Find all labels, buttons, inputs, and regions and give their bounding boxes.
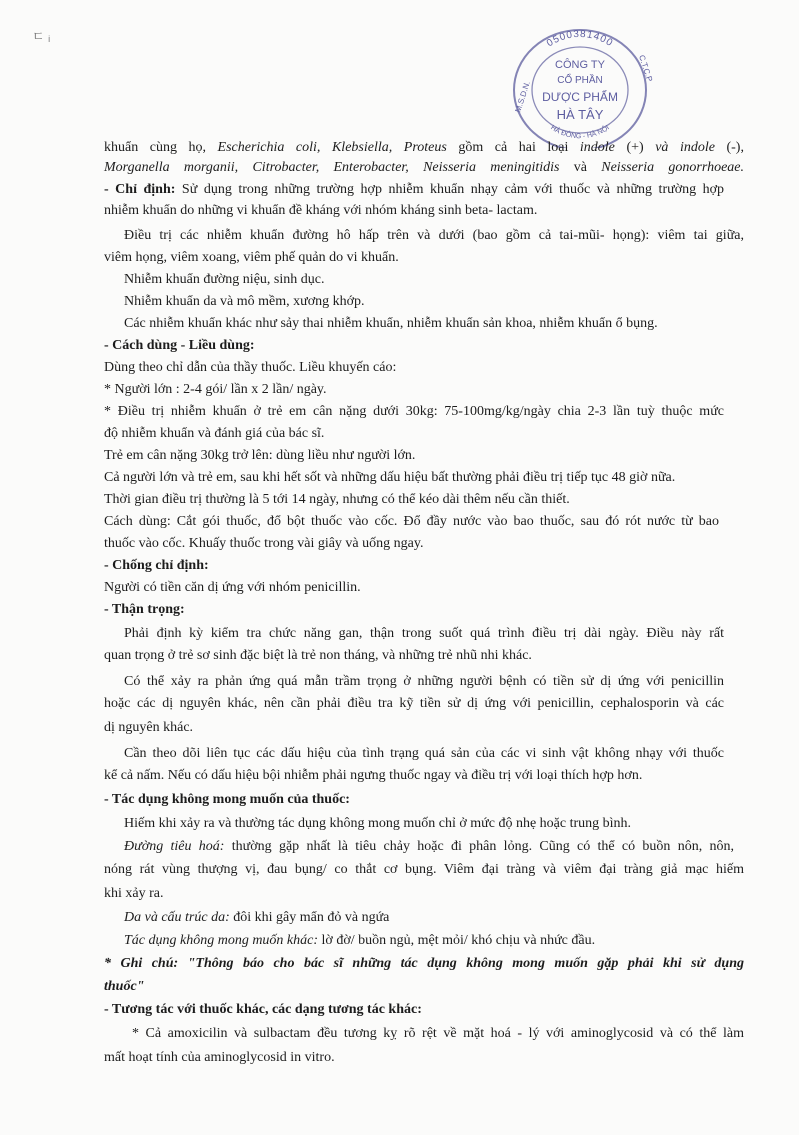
text-segment: nóng rát vùng thượng vị, đau bụng/ co thắt cơ bụng. Viêm đại tràng và viêm đại tràng giả mạc hiếm — [104, 862, 744, 877]
text-line — [104, 861, 744, 878]
text-line — [124, 932, 595, 949]
text-line — [104, 719, 193, 736]
text-segment: khuẩn cùng họ, — [104, 140, 218, 155]
stamp-number: 0500381400 — [544, 28, 616, 50]
text-segment: Sử dụng trong những trường hợp nhiễm khuẩn nhạy cảm với thuốc và những trường hợp — [175, 182, 725, 197]
text-line — [104, 425, 324, 442]
text-line — [124, 227, 744, 244]
corner-scan-mark: ㄷ ᵢ — [32, 29, 51, 44]
text-segment: * Người lớn : 2-4 gói/ lần x 2 lần/ ngày. — [104, 382, 327, 397]
text-line — [124, 673, 724, 690]
text-segment: Nhiễm khuẩn da và mô mềm, xương khớp. — [124, 294, 365, 309]
text-line — [104, 1049, 335, 1066]
text-segment: - Tương tác với thuốc khác, các dạng tương tác khác: — [104, 1002, 422, 1017]
text-segment: Cần theo dõi liên tục các dấu hiệu của tình trạng quá sản của các vi sinh vật không nhạy với thuốc — [124, 746, 724, 761]
text-line — [104, 381, 327, 398]
text-segment: và indole — [655, 140, 715, 155]
text-segment: Đường tiêu hoá: — [124, 839, 225, 854]
text-segment: Nhiễm khuẩn đường niệu, sinh dục. — [124, 272, 325, 287]
stamp-registration-label: M.S.D.N. — [513, 79, 532, 114]
text-segment: - Chỉ định: — [104, 182, 176, 197]
text-line — [124, 909, 389, 926]
text-segment: Thời gian điều trị thường là 5 tới 14 ngày, nhưng có thể kéo dài thêm nếu cần thiết. — [104, 492, 570, 507]
text-segment: khi xảy ra. — [104, 886, 164, 901]
text-segment: Cách dùng: Cắt gói thuốc, đổ bột thuốc vào cốc. Đổ đầy nước vào bao thuốc, sau đó rót nước từ bao — [104, 514, 719, 529]
text-segment: Escherichia coli, Klebsiella, Proteus — [217, 140, 447, 155]
text-line — [104, 513, 719, 530]
text-line — [104, 557, 209, 574]
text-segment: thuốc vào cốc. Khuấy thuốc trong vài giây và uống ngay. — [104, 536, 424, 551]
text-segment: Điều trị các nhiễm khuẩn đường hô hấp trên và dưới (bao gồm cả tai-mũi- họng): viêm tai giữa, — [124, 228, 744, 243]
text-line — [104, 139, 744, 156]
text-segment: Morganella morganii, Citrobacter, Enterobacter, Neisseria meningitidis — [104, 160, 560, 175]
text-line — [124, 838, 734, 855]
text-segment: hoặc các dị nguyên khác, nên cần phải điều tra kỹ tiền sử dị ứng với penicillin, cephalosporin và các — [104, 696, 724, 711]
text-segment: * Ghi chú: "Thông báo cho bác sĩ những tác dụng không mong muốn gặp phải khi sử dụng — [104, 956, 744, 971]
text-line — [104, 695, 724, 712]
stamp-letters-right: C.T.C.P — [637, 53, 655, 83]
text-segment: dị nguyên khác. — [104, 720, 194, 735]
text-line — [104, 955, 744, 972]
text-segment: * Điều trị nhiễm khuẩn ở trẻ em cân nặng dưới 30kg: 75-100mg/kg/ngày chia 2-3 lần tuỳ thuộc mức — [104, 404, 724, 419]
text-segment: indole — [579, 140, 615, 155]
text-line — [104, 159, 744, 176]
text-line — [104, 885, 163, 902]
text-line — [104, 403, 724, 420]
text-segment: - Thận trọng: — [104, 602, 185, 617]
text-line — [104, 249, 399, 266]
stamp-line1: CÔNG TY — [555, 59, 605, 71]
stamp-line2: CỔ PHẦN — [557, 75, 603, 86]
text-segment: Các nhiễm khuẩn khác như sảy thai nhiễm khuẩn, nhiễm khuẩn sản khoa, nhiễm khuẩn ổ bụng. — [124, 316, 658, 331]
text-line — [104, 535, 423, 552]
stamp-bottom: HÀ ĐÔNG - HÀ NỘI — [549, 124, 611, 141]
text-line — [104, 601, 185, 618]
text-segment: (+) — [614, 140, 656, 155]
text-segment: gồm cả hai loại — [446, 140, 580, 155]
text-segment: thường gặp nhất là tiêu chảy hoặc đi phân lỏng. Cũng có thể có buồn nôn, nôn, — [224, 839, 735, 854]
text-segment: đôi khi gây mẩn đỏ và ngứa — [229, 910, 390, 925]
text-line — [104, 202, 537, 219]
text-line — [104, 579, 361, 596]
text-segment: Có thể xảy ra phản ứng quá mẫn trầm trọng ở những người bệnh có tiền sử dị ứng với penicillin — [124, 674, 724, 689]
text-line — [104, 978, 144, 995]
stamp-line4: HÀ TÂY — [556, 107, 604, 122]
text-line — [104, 469, 675, 486]
text-segment: viêm họng, viêm xoang, viêm phế quản do vi khuẩn. — [104, 250, 399, 265]
text-line — [124, 745, 724, 762]
text-segment: - Tác dụng không mong muốn của thuốc: — [104, 792, 350, 807]
text-segment: kể cả nấm. Nếu có dấu hiệu bội nhiễm phải ngưng thuốc ngay và điều trị với loại thích hợp hơn. — [104, 768, 643, 783]
stamp-line3: DƯỢC PHẨM — [542, 90, 618, 104]
text-segment: mất hoạt tính của aminoglycosid in vitro. — [104, 1050, 335, 1065]
text-line — [104, 647, 532, 664]
text-segment: Cả người lớn và trẻ em, sau khi hết sốt và những dấu hiệu bất thường phải điều trị tiếp tục 48 giờ nữa. — [104, 470, 676, 485]
text-line — [104, 767, 642, 784]
text-segment: Dùng theo chỉ dẫn của thầy thuốc. Liều khuyến cáo: — [104, 360, 397, 375]
company-seal-stamp — [505, 18, 655, 148]
text-line — [124, 625, 724, 642]
text-segment: Da và cấu trúc da: — [124, 910, 230, 925]
text-line — [104, 791, 350, 808]
text-segment: Tác dụng không mong muốn khác: — [124, 933, 319, 948]
text-segment: Hiếm khi xảy ra và thường tác dụng không mong muốn chỉ ở mức độ nhẹ hoặc trung bình. — [124, 816, 632, 831]
text-line — [104, 447, 415, 464]
text-segment: nhiễm khuẩn do những vi khuẩn đề kháng với nhóm kháng sinh beta- lactam. — [104, 203, 538, 218]
text-line — [104, 181, 724, 198]
text-line — [132, 1025, 744, 1042]
text-segment: độ nhiễm khuẩn và đánh giá của bác sĩ. — [104, 426, 325, 441]
text-segment: Neisseria gonorrhoeae. — [601, 160, 744, 175]
text-line — [104, 1001, 422, 1018]
text-segment: thuốc" — [104, 979, 145, 994]
text-line — [104, 359, 396, 376]
text-line — [124, 315, 658, 332]
text-line — [124, 815, 631, 832]
text-segment: Trẻ em cân nặng 30kg trở lên: dùng liều như người lớn. — [104, 448, 416, 463]
text-line — [104, 337, 255, 354]
text-segment: Người có tiền căn dị ứng với nhóm penicillin. — [104, 580, 361, 595]
text-segment: - Cách dùng - Liều dùng: — [104, 338, 255, 353]
text-segment: và — [559, 160, 602, 175]
text-line — [124, 293, 365, 310]
text-segment: * Cả amoxicilin và sulbactam đều tương kỵ rõ rệt về mặt hoá - lý với aminoglycosid và có thể làm — [132, 1026, 744, 1041]
text-segment: - Chống chỉ định: — [104, 558, 209, 573]
text-segment: quan trọng ở trẻ sơ sinh đặc biệt là trẻ non tháng, và những trẻ nhũ nhi khác. — [104, 648, 532, 663]
text-segment: (-), — [714, 140, 744, 155]
text-line — [104, 491, 570, 508]
text-segment: Phải định kỳ kiểm tra chức năng gan, thận trong suốt quá trình điều trị dài ngày. Điều này rất — [124, 626, 724, 641]
text-segment: lờ đờ/ buồn ngủ, mệt mỏi/ khó chịu và nhức đầu. — [318, 933, 596, 948]
text-line — [124, 271, 324, 288]
